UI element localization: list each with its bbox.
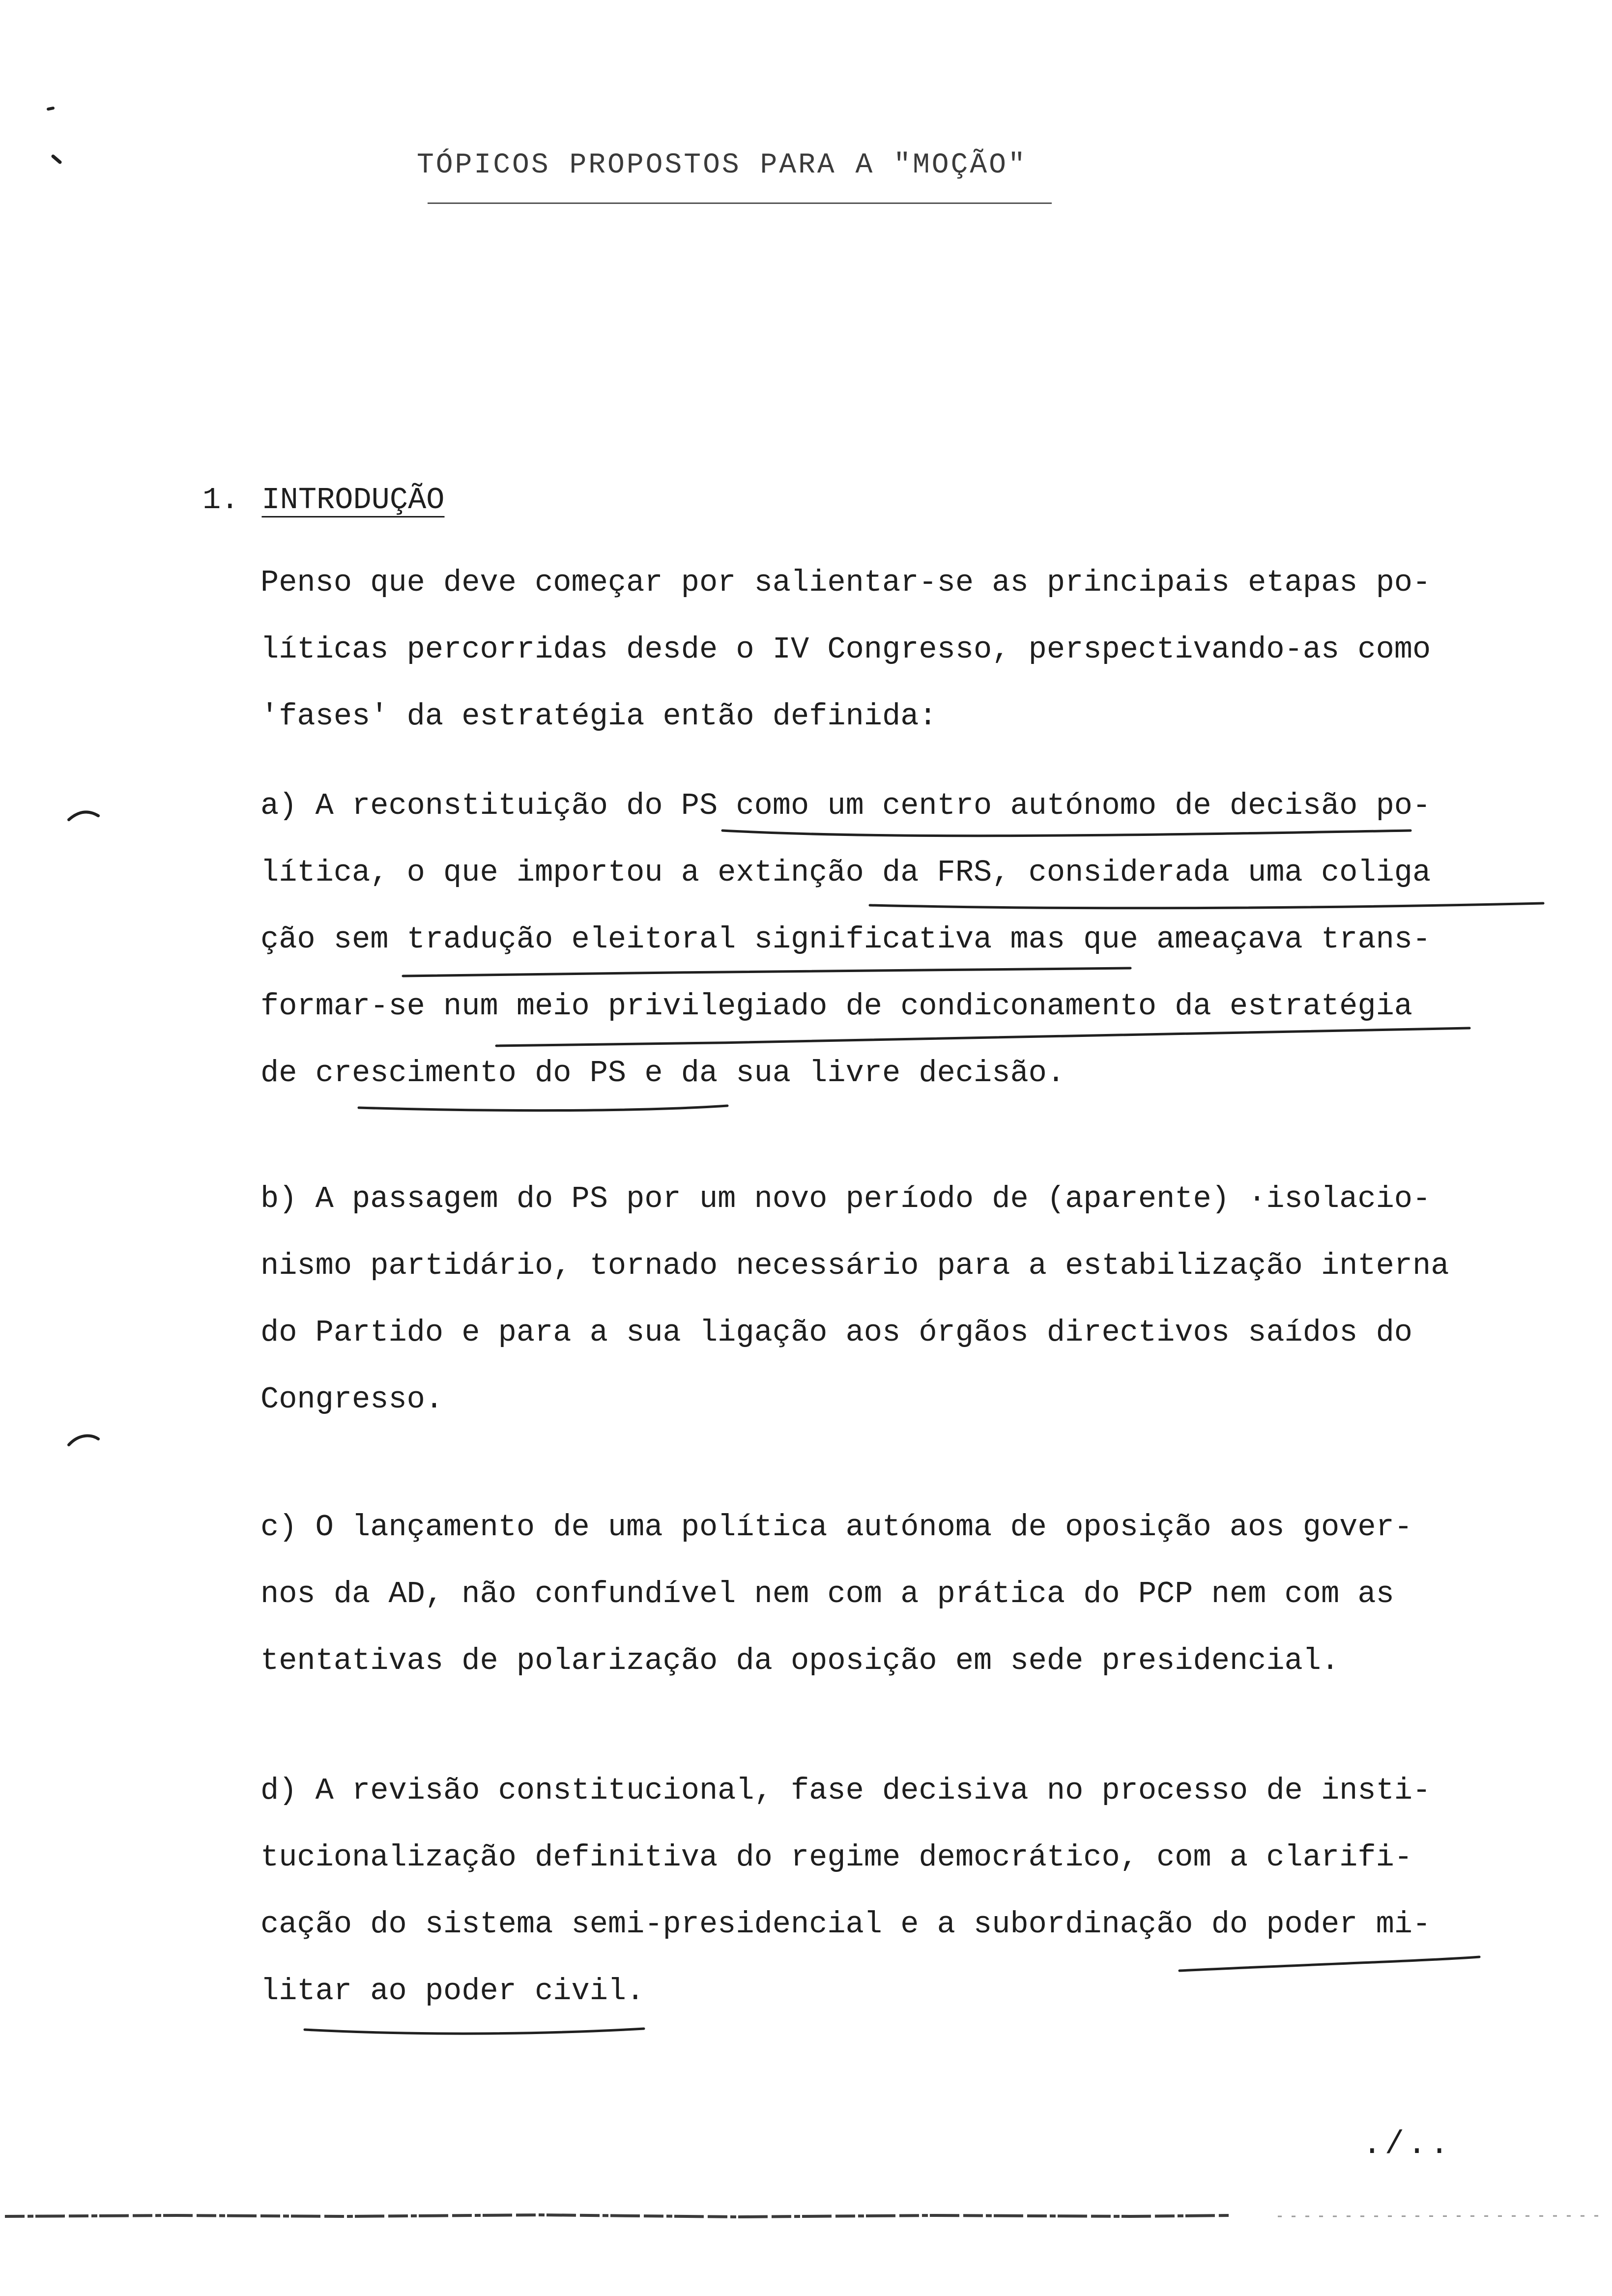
pen-underline bbox=[305, 2029, 644, 2034]
pen-underline bbox=[359, 1106, 727, 1111]
text-line: Penso que deve começar por salientar-se as principais etapas po- bbox=[260, 565, 1431, 600]
section-number: 1. bbox=[202, 483, 239, 517]
text-line: Congresso. bbox=[260, 1382, 444, 1417]
text-line: d) A revisão constitucional, fase decisiva no processo de insti- bbox=[260, 1773, 1431, 1808]
text-line: ção sem tradução eleitoral significativa mas que ameaçava trans- bbox=[260, 922, 1431, 957]
text-line: litar ao poder civil. bbox=[260, 1974, 645, 2009]
pen-underline bbox=[870, 903, 1543, 908]
pen-underline bbox=[722, 831, 1410, 836]
margin-mark bbox=[69, 1436, 98, 1445]
margin-mark bbox=[69, 812, 98, 820]
document-title: TÓPICOS PROPOSTOS PARA A "MOÇÃO" bbox=[417, 149, 1027, 181]
margin-mark bbox=[53, 156, 60, 162]
margin-mark bbox=[48, 108, 53, 109]
text-line: do Partido e para a sua ligação aos órgãos directivos saídos do bbox=[260, 1315, 1412, 1350]
text-line: tentativas de polarização da oposição em sede presidencial. bbox=[260, 1643, 1340, 1678]
section-title: INTRODUÇÃO bbox=[261, 483, 445, 517]
text-line: a) A reconstituição do PS como um centro autónomo de decisão po- bbox=[260, 788, 1431, 823]
text-line: de crescimento do PS e da sua livre decisão. bbox=[260, 1056, 1065, 1091]
text-line: nos da AD, não confundível nem com a prática do PCP nem com as bbox=[260, 1577, 1394, 1611]
text-line: cação do sistema semi-presidencial e a subordinação do poder mi- bbox=[260, 1907, 1431, 1942]
pen-underline bbox=[1180, 1957, 1479, 1971]
pen-underline bbox=[403, 968, 1130, 976]
text-line: c) O lançamento de uma política autónoma de oposição aos gover- bbox=[260, 1510, 1412, 1545]
text-line: 'fases' da estratégia então definida: bbox=[260, 699, 937, 734]
text-line: tucionalização definitiva do regime democrático, com a clarifi- bbox=[260, 1840, 1412, 1875]
text-line: lítica, o que importou a extinção da FRS, considerada uma coliga bbox=[260, 855, 1431, 890]
text-line: formar-se num meio privilegiado de condiconamento da estratégia bbox=[260, 989, 1412, 1024]
text-line: líticas percorridas desde o IV Congresso, perspectivando-as como bbox=[260, 632, 1431, 667]
pen-underline bbox=[496, 1028, 1469, 1046]
scan-edge-artifact bbox=[0, 2210, 1612, 2221]
continuation-mark: ./.. bbox=[1362, 2126, 1452, 2163]
text-line: b) A passagem do PS por um novo período de (aparente) ·isolacio- bbox=[260, 1181, 1431, 1216]
text-line: nismo partidário, tornado necessário para a estabilização interna bbox=[260, 1248, 1449, 1283]
